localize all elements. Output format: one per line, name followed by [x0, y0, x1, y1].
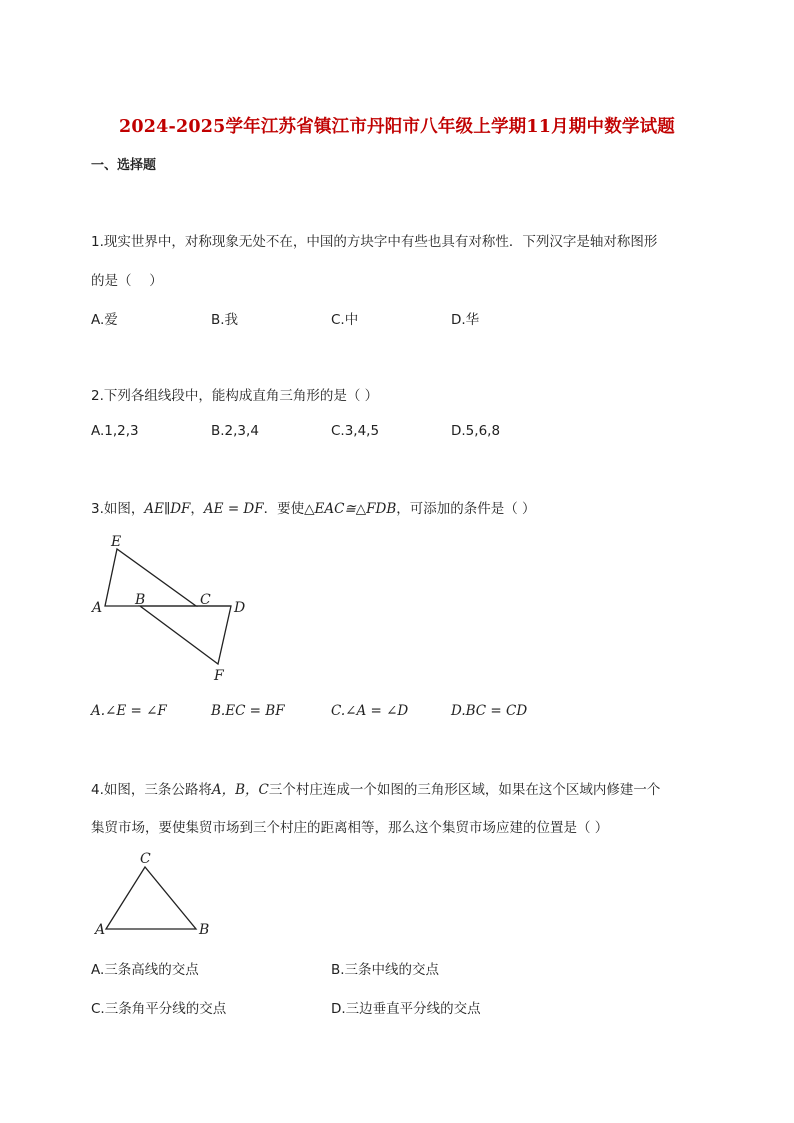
q4-option-d[interactable]: D.三边垂直平分线的交点	[331, 1001, 481, 1017]
q3-option-a-text: A.∠E = ∠F	[91, 703, 167, 719]
q4-stem-suffix: 三个村庄连成一个如图的三角形区域，如果在这个区域内修建一个	[268, 782, 661, 798]
q4-label-a: A	[95, 922, 106, 938]
q3-stem-separator: ，	[190, 501, 204, 517]
triangle-fdb	[140, 606, 231, 664]
q2-option-b[interactable]: B.2,3,4	[211, 423, 259, 439]
label-a: A	[92, 600, 103, 616]
q3-option-b-text: B.EC = BF	[211, 703, 285, 719]
q3-option-c-text: C.∠A = ∠D	[331, 703, 409, 719]
q4-option-a[interactable]: A.三条高线的交点	[91, 962, 199, 978]
q3-option-d-text: D.BC = CD	[451, 703, 528, 719]
q3-congruence: △EAC≅△FDB	[304, 501, 397, 517]
q4-label-b: B	[199, 922, 210, 938]
q2-option-c[interactable]: C.3,4,5	[331, 423, 380, 439]
triangle-abc	[106, 867, 196, 929]
q1-option-b[interactable]: B.我	[211, 312, 239, 328]
q2-option-d[interactable]: D.5,6,8	[451, 423, 501, 439]
section-heading: 一、选择题	[91, 158, 157, 173]
q4-option-c[interactable]: C.三条角平分线的交点	[91, 1001, 227, 1017]
q2-stem: 2.下列各组线段中，能构成直角三角形的是（ ）	[91, 388, 379, 404]
q3-option-b[interactable]	[211, 703, 285, 719]
q1-stem-line1: 1.现实世界中，对称现象无处不在，中国的方块字中有些也具有对称性．下列汉字是轴对称图形	[91, 234, 658, 250]
q4-points: A，B，C	[211, 782, 269, 798]
q4-stem-line1	[91, 778, 660, 798]
q3-option-c[interactable]	[331, 703, 408, 719]
label-c: C	[200, 592, 211, 608]
q4-stem-prefix: 4.如图，三条公路将	[91, 782, 212, 798]
q3-stem-suffix: ，可添加的条件是（ ）	[396, 501, 536, 517]
q1-option-a[interactable]: A.爱	[91, 312, 118, 328]
q3-condition-equal: AE = DF	[203, 501, 264, 517]
q3-option-a[interactable]	[91, 703, 167, 719]
label-d: D	[234, 600, 246, 616]
q1-stem-line2: 的是（ ）	[91, 273, 163, 289]
q2-option-a[interactable]: A.1,2,3	[91, 423, 139, 439]
label-b: B	[135, 592, 146, 608]
q3-condition-parallel: AE∥DF	[144, 501, 191, 517]
q4-stem-line2: 集贸市场，要使集贸市场到三个村庄的距离相等，那么这个集贸市场应建的位置是（ ）	[91, 820, 609, 836]
q3-option-d[interactable]	[451, 703, 527, 719]
q3-stem-mid: ．要使	[263, 501, 305, 517]
page-title: 2024-2025学年江苏省镇江市丹阳市八年级上学期11月期中数学试题	[118, 117, 676, 137]
label-f: F	[214, 668, 224, 684]
q4-label-c: C	[140, 851, 151, 867]
label-e: E	[111, 534, 122, 550]
q1-option-c[interactable]: C.中	[331, 312, 359, 328]
q1-option-d[interactable]: D.华	[451, 312, 480, 328]
q4-option-b[interactable]: B.三条中线的交点	[331, 962, 440, 978]
triangle-eac	[105, 549, 196, 606]
q3-stem-prefix: 3.如图，	[91, 501, 145, 517]
